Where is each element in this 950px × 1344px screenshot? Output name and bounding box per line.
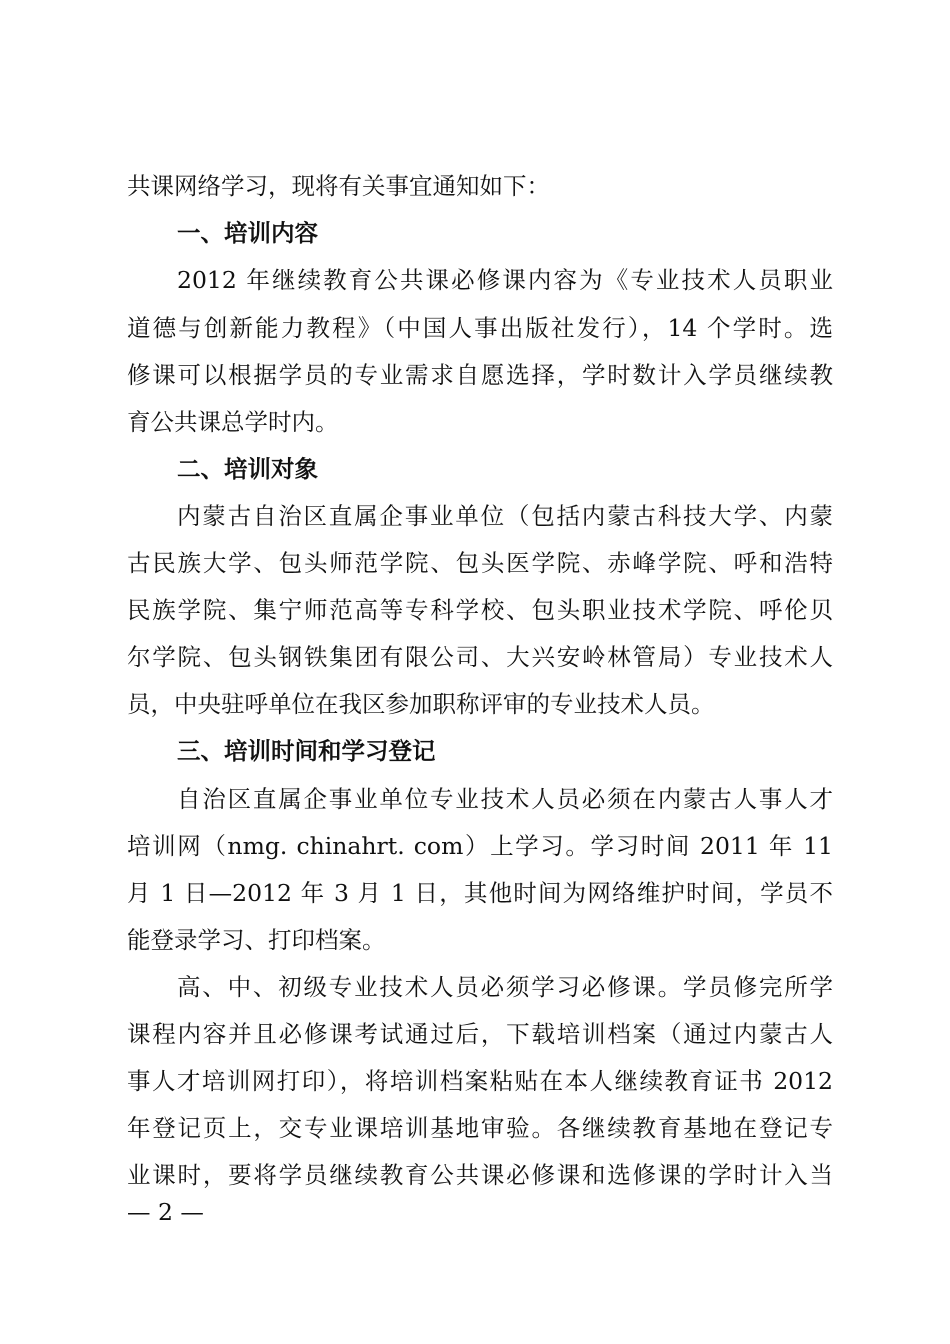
body-line: 共课网络学习，现将有关事宜通知如下：	[127, 172, 550, 200]
body-line: 内蒙古自治区直属企事业单位（包括内蒙古科技大学、内蒙	[177, 502, 833, 530]
body-line: 修课可以根据学员的专业需求自愿选择，学时数计入学员继续教	[127, 361, 833, 389]
body-line: 事人才培训网打印），将培训档案粘贴在本人继续教育证书 2012	[127, 1067, 833, 1095]
body-line: 自治区直属企事业单位专业技术人员必须在内蒙古人事人才	[177, 785, 833, 813]
body-line: 育公共课总学时内。	[127, 408, 339, 436]
section-heading-1: 一、培训内容	[177, 219, 318, 247]
body-line: 月 1 日—2012 年 3 月 1 日，其他时间为网络维护时间，学员不	[127, 879, 833, 907]
section-heading-2: 二、培训对象	[177, 455, 318, 483]
body-line: 课程内容并且必修课考试通过后，下载培训档案（通过内蒙古人	[127, 1020, 833, 1048]
page-number: — 2 —	[127, 1198, 204, 1226]
body-line: 培训网（nmg. chinahrt. com）上学习。学习时间 2011 年 11	[127, 832, 833, 860]
section-heading-3: 三、培训时间和学习登记	[177, 737, 436, 765]
body-line: 尔学院、包头钢铁集团有限公司、大兴安岭林管局）专业技术人	[127, 643, 833, 671]
body-line: 业课时，要将学员继续教育公共课必修课和选修课的学时计入当	[127, 1161, 833, 1189]
body-line: 能登录学习、打印档案。	[127, 926, 386, 954]
body-line: 道德与创新能力教程》（中国人事出版社发行），14 个学时。选	[127, 314, 833, 342]
body-line: 民族学院、集宁师范高等专科学校、包头职业技术学院、呼伦贝	[127, 596, 833, 624]
body-line: 2012 年继续教育公共课必修课内容为《专业技术人员职业	[177, 266, 833, 294]
body-line: 年登记页上，交专业课培训基地审验。各继续教育基地在登记专	[127, 1114, 833, 1142]
body-line: 员，中央驻呼单位在我区参加职称评审的专业技术人员。	[127, 690, 715, 718]
body-line: 高、中、初级专业技术人员必须学习必修课。学员修完所学	[177, 973, 833, 1001]
body-line: 古民族大学、包头师范学院、包头医学院、赤峰学院、呼和浩特	[127, 549, 833, 577]
